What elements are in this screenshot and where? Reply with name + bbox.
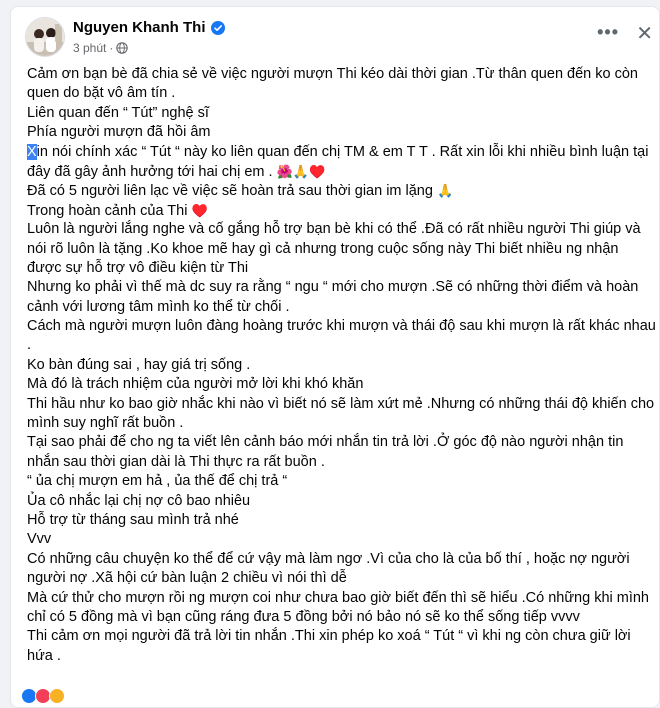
post-line: Cảm ơn bạn bè đã chia sẻ về việc người mượn Thi kéo dài thời gian .Từ thân quen đến ko còn bbox=[27, 66, 638, 82]
post-line: chỉ có 5 đồng mà vì bạn cũng ráng đưa 5 đồng bởi nó bảo nó sẽ ko thể sống tiếp vvvv bbox=[27, 608, 580, 625]
post-line: Hỗ trợ từ tháng sau mình trả nhé bbox=[27, 511, 239, 528]
post-line: Thi cảm ơn mọi người đã trả lời tin nhắn .Thi xin phép ko xoá “ Tút “ vì khi ng còn chưa giữ lời bbox=[27, 628, 631, 645]
post-line-text: Trong hoàn cảnh của Thi bbox=[27, 202, 188, 219]
flower-pray-heart-emoji: 🌺🙏♥️ bbox=[276, 163, 326, 179]
post-line: . bbox=[27, 337, 32, 354]
post-line: Thi hầu như ko bao giờ nhắc khi nào vì biết nó sẽ làm xứt mẻ .Nhưng có những thái độ khiến cho bbox=[27, 395, 655, 412]
post-line: người nợ .Xã hội cứ bàn luận 2 chiều vì nói thì dễ bbox=[27, 570, 347, 587]
post-line: Ủa cô nhắc lại chị nợ cô bao nhiêu bbox=[27, 492, 251, 509]
post-line: được sự hỗ trợ vô điều kiện từ Thi bbox=[27, 259, 249, 276]
post-meta bbox=[73, 41, 128, 55]
post-line: mình suy nghĩ rất buồn . bbox=[27, 415, 184, 432]
post-line-selected bbox=[27, 143, 652, 162]
post-line bbox=[27, 162, 652, 181]
text-selection-caret: X bbox=[27, 143, 37, 160]
post-body bbox=[27, 65, 656, 666]
post-line: quen do bặt vô âm tín . bbox=[27, 85, 176, 102]
pray-emoji: 🙏 bbox=[436, 183, 454, 199]
post-line: Luôn là người lắng nghe và cố gắng hỗ trợ bạn bè khi có thể .Đã có rất nhiều người Thi giúp và bbox=[27, 221, 641, 238]
post-line-rest: in nói chính xác “ Tút “ này ko liên quan đến chị TM & em T T . Rất xin lỗi khi nhiều bình luận tại bbox=[36, 143, 649, 160]
post-card bbox=[10, 6, 660, 708]
post-line: Nhưng ko phải vì thế mà dc suy ra rằng “ ngu “ mới cho mượn .Sẽ có những thời điểm và hoàn bbox=[27, 279, 639, 296]
globe-icon[interactable] bbox=[116, 42, 128, 54]
post-line: nói rõ luôn là tặng .Ko khoe mẽ hay gì cả nhưng trong cuộc sống này Thi biết nhiều ng nhận bbox=[27, 240, 619, 257]
post-line: Có những câu chuyện ko thể để cứ vậy mà làm ngơ .Vì của cho là của bố thí , hoặc nợ người bbox=[27, 550, 630, 567]
author-avatar[interactable] bbox=[25, 17, 65, 57]
more-options-button[interactable]: ••• bbox=[597, 22, 619, 42]
post-line: Vvv bbox=[27, 531, 52, 548]
post-line: Ko bàn đúng sai , hay giá trị sống . bbox=[27, 356, 251, 373]
post-line: Mà đó là trách nhiệm của người mở lời khi khó khăn bbox=[27, 376, 364, 393]
heart-emoji: ♥️ bbox=[191, 202, 208, 218]
post-line: Phía người mượn đã hồi âm bbox=[27, 124, 211, 141]
author-name[interactable]: Nguyen Khanh Thi bbox=[73, 19, 206, 36]
post-line bbox=[27, 201, 652, 220]
post-line: “ ủa chị mượn em hả , ủa thế để chị trả “ bbox=[27, 473, 288, 490]
care-reaction-icon bbox=[49, 688, 65, 704]
avatar-image bbox=[26, 18, 64, 56]
post-header bbox=[11, 7, 659, 63]
post-line-text: đây đã gây ảnh hưởng tới hai chị em . bbox=[27, 163, 273, 180]
post-time[interactable]: 3 phút bbox=[73, 41, 107, 55]
close-button[interactable]: ✕ bbox=[636, 23, 653, 45]
post-line: Tại sao phải để cho ng ta viết lên cảnh báo mới nhắn tin trả lời .Ở góc độ nào người nhận tin bbox=[27, 434, 624, 451]
post-line: Liên quan đến “ Tút” nghệ sĩ bbox=[27, 104, 209, 121]
post-line bbox=[27, 181, 652, 200]
post-line: Cách mà người mượn luôn đàng hoàng trước khi mượn và thái độ sau khi mượn là rất khác nhau bbox=[27, 318, 656, 335]
post-line: hứa . bbox=[27, 647, 61, 664]
post-line: cảnh với lương tâm mình ko thể từ chối . bbox=[27, 298, 290, 315]
reactions-bar[interactable] bbox=[21, 689, 649, 703]
verified-badge-icon bbox=[211, 21, 225, 35]
post-line-text: Đã có 5 người liên lạc về việc sẽ hoàn trả sau thời gian im lặng bbox=[27, 183, 433, 200]
post-line: Mà cứ thử cho mượn rồi ng mượn coi như chưa bao giờ biết đến thì sẽ hiểu .Có những khi mình bbox=[27, 589, 649, 606]
post-line: nhắn sau thời gian dài là Thi thực ra rất buồn . bbox=[27, 453, 325, 470]
meta-dot: · bbox=[109, 41, 114, 55]
author-name-row bbox=[73, 19, 225, 36]
